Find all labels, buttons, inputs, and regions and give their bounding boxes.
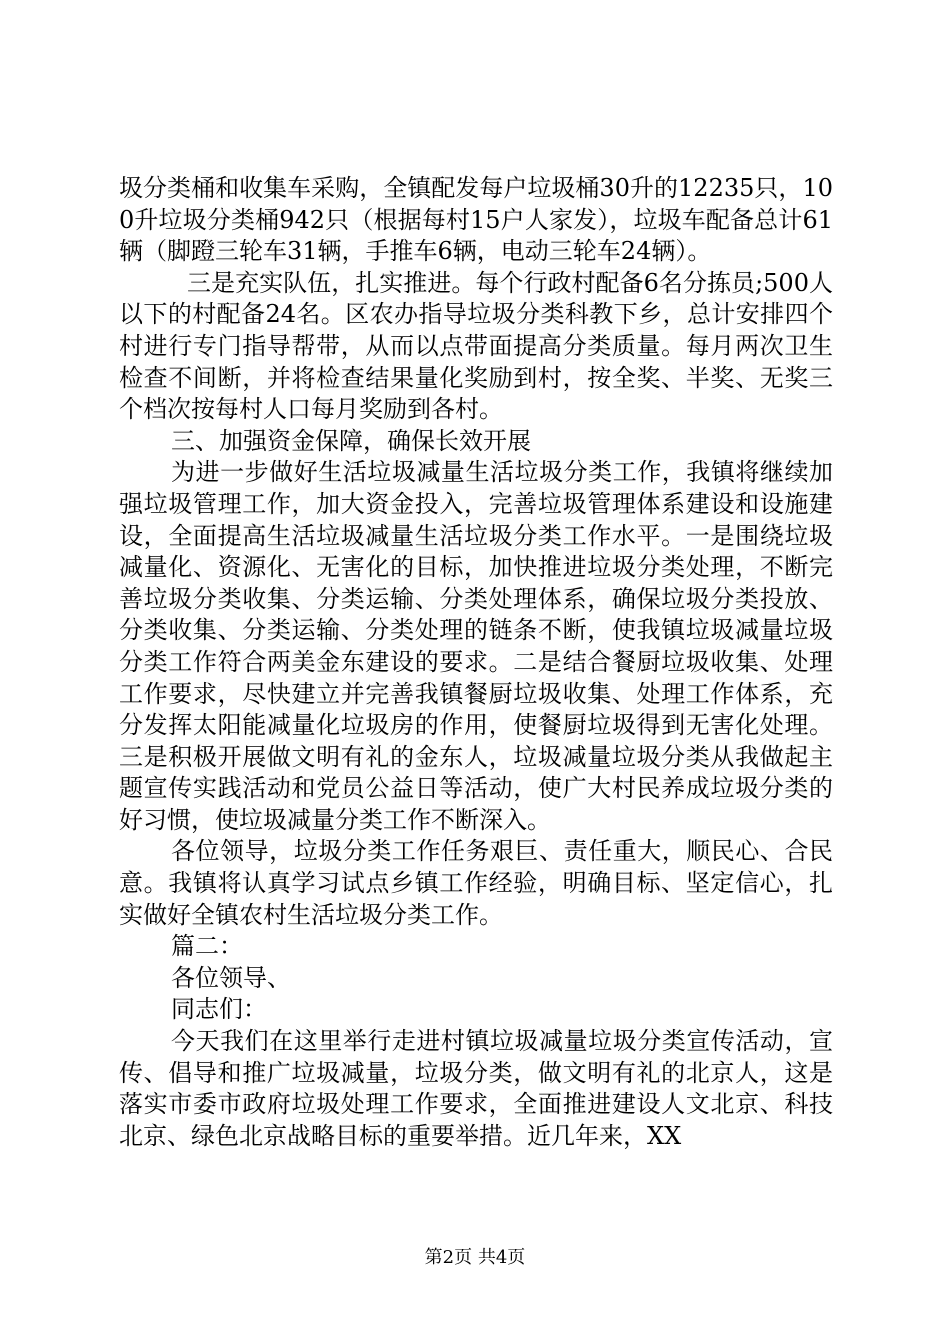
part-two-heading: 篇二： bbox=[171, 932, 243, 961]
paragraph-funding: 为进一步做好生活垃圾减量生活垃圾分类工作，我镇将继续加强垃圾管理工作，加大资金投入，完善垃圾管理体系建设和设施建设，全面提高生活垃圾减量生活垃圾分类工作水平。一是围绕垃圾减量化、资源化、无害化的目标，加快推进垃圾分类处理，不断完善垃圾分类收集、分类运输、分类处理体系，确保垃圾分类投放、分类收集、分类运输、分类处理的链条不断，使我镇垃圾减量垃圾分类工作符合两美金东建设的要求。二是结合餐厨垃圾收集、处理工作要求，尽快建立并完善我镇餐厨垃圾收集、处理工作体系，充分发挥太阳能减量化垃圾房的作用，使餐厨垃圾得到无害化处理。三是积极开展做文明有礼的金东人，垃圾减量垃圾分类从我做起主题宣传实践活动和党员公益日等活动，使广大村民养成垃圾分类的好习惯，使垃圾减量分类工作不断深入。 bbox=[119, 458, 833, 834]
salutation-comrades: 同志们： bbox=[171, 995, 267, 1024]
paragraph-conclusion: 各位领导，垃圾分类工作任务艰巨、责任重大，顺民心、合民意。我镇将认真学习试点乡镇工作经验，明确目标、坚定信心，扎实做好全镇农村生活垃圾分类工作。 bbox=[119, 837, 833, 929]
page-footer: 第2页 共4页 bbox=[424, 1247, 526, 1268]
section-heading-funding: 三、加强资金保障，确保长效开展 bbox=[171, 426, 531, 455]
paragraph-team: 三是充实队伍，扎实推进。每个行政村配备6名分拣员;500人以下的村配备24名。区农办指导垃圾分类科教下乡，总计安排四个村进行专门指导帮带，从而以点带面提高分类质量。每月两次卫生检查不间断，并将检查结果量化奖励到村，按全奖、半奖、无奖三个档次按每村人口每月奖励到各村。 bbox=[119, 268, 833, 424]
paragraph-procurement: 圾分类桶和收集车采购，全镇配发每户垃圾桶30升的12235只，100升垃圾分类桶942只（根据每村15户人家发），垃圾车配备总计61辆（脚蹬三轮车31辆，手推车6辆，电动三轮车24辆）。 bbox=[119, 174, 833, 266]
salutation-leaders: 各位领导、 bbox=[171, 963, 291, 992]
document-body bbox=[119, 173, 833, 1152]
paragraph-speech-opening: 今天我们在这里举行走进村镇垃圾减量垃圾分类宣传活动，宣传、倡导和推广垃圾减量，垃圾分类，做文明有礼的北京人，这是落实市委市政府垃圾处理工作要求，全面推进建设人文北京、科技北京、绿色北京战略目标的重要举措。近几年来，XX bbox=[119, 1027, 833, 1150]
